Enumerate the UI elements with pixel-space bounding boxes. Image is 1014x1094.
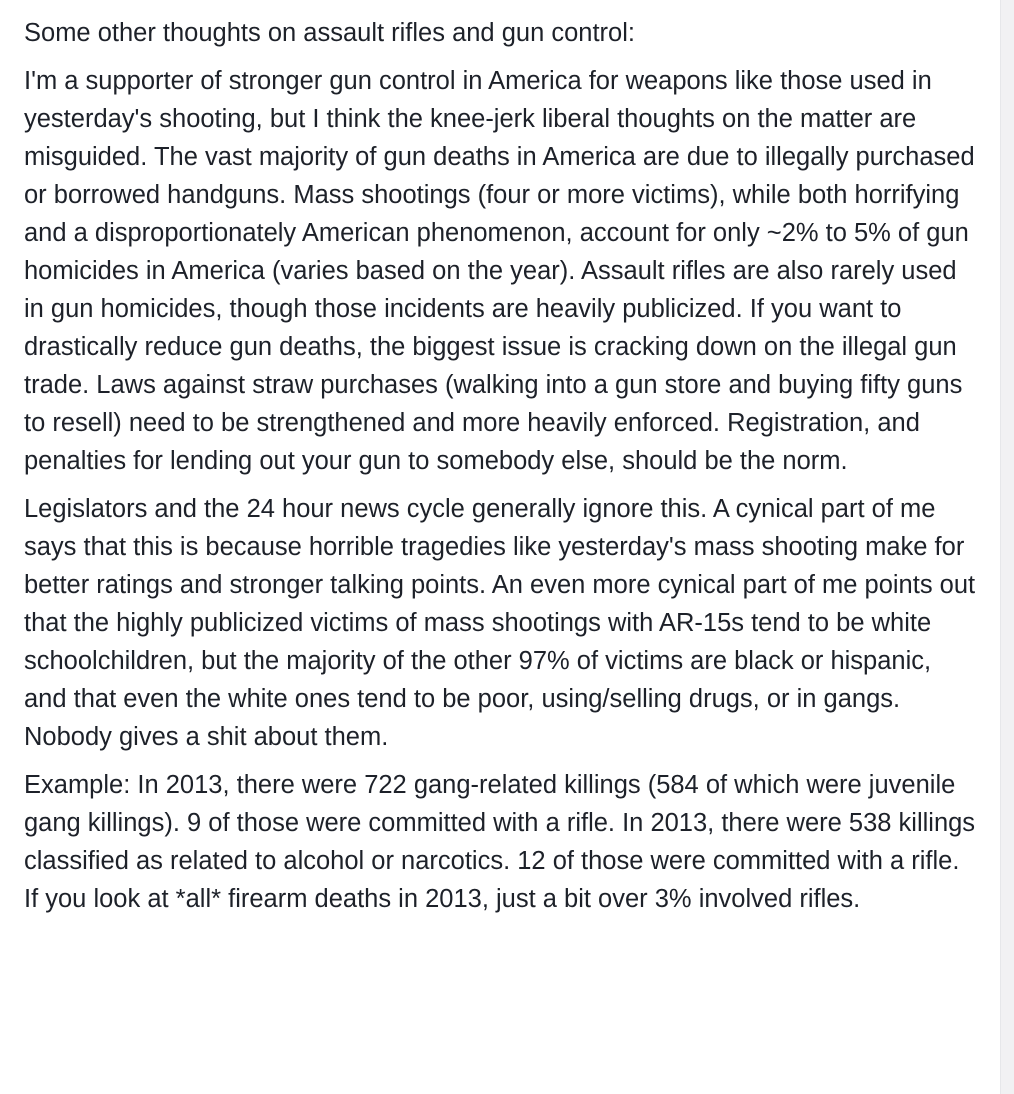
post-paragraph-intro: Some other thoughts on assault rifles and gun control: bbox=[24, 19, 635, 47]
post-paragraph-gun-control: I'm a supporter of stronger gun control in America for weapons like those used in yesterday's shooting, but I think the knee-jerk liberal thoughts on the matter are misguided. The vast majority of gun deaths in America are due to illegally purchased or borrowed handguns. Mass shootings (four or more victims), while both horrifying and a disproportionately American phenomenon, account for only ~2% to 5% of gun homicides in America (varies based on the year). Assault rifles are also rarely used in gun homicides, though those incidents are heavily publicized. If you want to drastically reduce gun deaths, the biggest issue is cracking down on the illegal gun trade. Laws against straw purchases (walking into a gun store and buying fifty guns to resell) need to be strengthened and more heavily enforced. Registration, and penalties for lending out your gun to somebody else, should be the norm. bbox=[24, 67, 975, 475]
post-body bbox=[24, 14, 976, 928]
post-paragraph-legislators: Legislators and the 24 hour news cycle generally ignore this. A cynical part of me says that this is because horrible tragedies like yesterday's mass shooting make for better ratings and stronger talking points. An even more cynical part of me points out that the highly publicized victims of mass shootings with AR-15s tend to be white schoolchildren, but the majority of the other 97% of victims are black or hispanic, and that even the white ones tend to be poor, using/selling drugs, or in gangs. Nobody gives a shit about them. bbox=[24, 495, 976, 751]
post-paragraph-example: Example: In 2013, there were 722 gang-related killings (584 of which were juvenile gang killings). 9 of those were committed with a rifle. In 2013, there were 538 killings classified as related to alcohol or narcotics. 12 of those were committed with a rifle. If you look at *all* firearm deaths in 2013, just a bit over 3% involved rifles. bbox=[24, 771, 976, 913]
scrollbar-track[interactable] bbox=[1000, 0, 1014, 1094]
